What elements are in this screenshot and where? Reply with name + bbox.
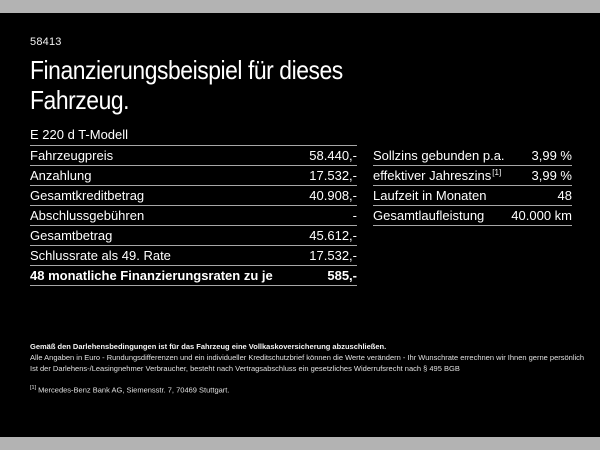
document-number: 58413 bbox=[30, 36, 62, 48]
table-row bbox=[30, 226, 357, 246]
disclaimer-line-1: Alle Angaben in Euro - Rundungsdifferenzen und ein individueller Kreditschutzbrief können die Werte verändern - Ihr Wunschrate errechnen wir Ihnen gerne persönlich bbox=[30, 353, 585, 362]
page-title: Finanzierungsbeispiel für dieses Fahrzeug. bbox=[30, 55, 343, 115]
row-label: Schlussrate als 49. Rate bbox=[30, 248, 171, 263]
table-row bbox=[30, 206, 357, 226]
row-label: Gesamtbetrag bbox=[30, 228, 113, 243]
row-label: Gesamtlaufleistung bbox=[373, 208, 485, 223]
row-label: effektiver Jahreszins[1] bbox=[373, 167, 502, 183]
table-row bbox=[373, 166, 572, 186]
row-label: Fahrzeugpreis bbox=[30, 148, 114, 163]
row-label: Abschlussgebühren bbox=[30, 208, 145, 223]
finance-table bbox=[30, 146, 357, 286]
conditions-table bbox=[373, 146, 572, 226]
row-label: Laufzeit in Monaten bbox=[373, 188, 487, 203]
row-value: 585,- bbox=[327, 268, 357, 283]
bank-footnote bbox=[30, 383, 590, 396]
table-row bbox=[30, 166, 357, 186]
table-row bbox=[30, 266, 357, 286]
row-label: Anzahlung bbox=[30, 168, 92, 183]
row-label: Gesamtkreditbetrag bbox=[30, 188, 145, 203]
row-value: 3,99 % bbox=[531, 168, 572, 183]
row-value: 45.612,- bbox=[309, 228, 357, 243]
row-value: 40.908,- bbox=[309, 188, 357, 203]
vehicle-model: E 220 d T-Modell bbox=[30, 125, 357, 146]
table-row bbox=[373, 186, 572, 206]
table-row bbox=[373, 206, 572, 226]
row-value: - bbox=[352, 208, 357, 223]
table-row bbox=[373, 146, 572, 166]
row-value: 48 bbox=[557, 188, 572, 203]
footnote-text: Mercedes-Benz Bank AG, Siemensstr. 7, 70469 Stuttgart. bbox=[38, 385, 230, 395]
row-value: 17.532,- bbox=[309, 248, 357, 263]
row-value: 40.000 km bbox=[511, 208, 572, 223]
footnote-marker: [1] bbox=[30, 385, 37, 391]
row-value: 58.440,- bbox=[309, 148, 357, 163]
table-row bbox=[30, 246, 357, 266]
bottom-frame-bar bbox=[0, 437, 600, 450]
row-value: 3,99 % bbox=[531, 148, 572, 163]
row-label: 48 monatliche Finanzierungsraten zu je bbox=[30, 268, 273, 283]
row-value: 17.532,- bbox=[309, 168, 357, 183]
footer-disclaimers bbox=[30, 341, 590, 396]
footnote-marker: [1] bbox=[492, 167, 502, 177]
row-label: Sollzins gebunden p.a. bbox=[373, 148, 505, 163]
table-row bbox=[30, 146, 357, 166]
top-frame-bar bbox=[0, 0, 600, 13]
disclaimer-line-2: Ist der Darlehens-/Leasingnehmer Verbraucher, besteht nach Vertragsabschluss ein gesetzliches Widerrufsrecht nach § 495 BGB bbox=[30, 364, 460, 373]
insurance-note: Gemäß den Darlehensbedingungen ist für das Fahrzeug eine Vollkaskoversicherung abzuschließen. bbox=[30, 342, 387, 351]
table-row bbox=[30, 186, 357, 206]
